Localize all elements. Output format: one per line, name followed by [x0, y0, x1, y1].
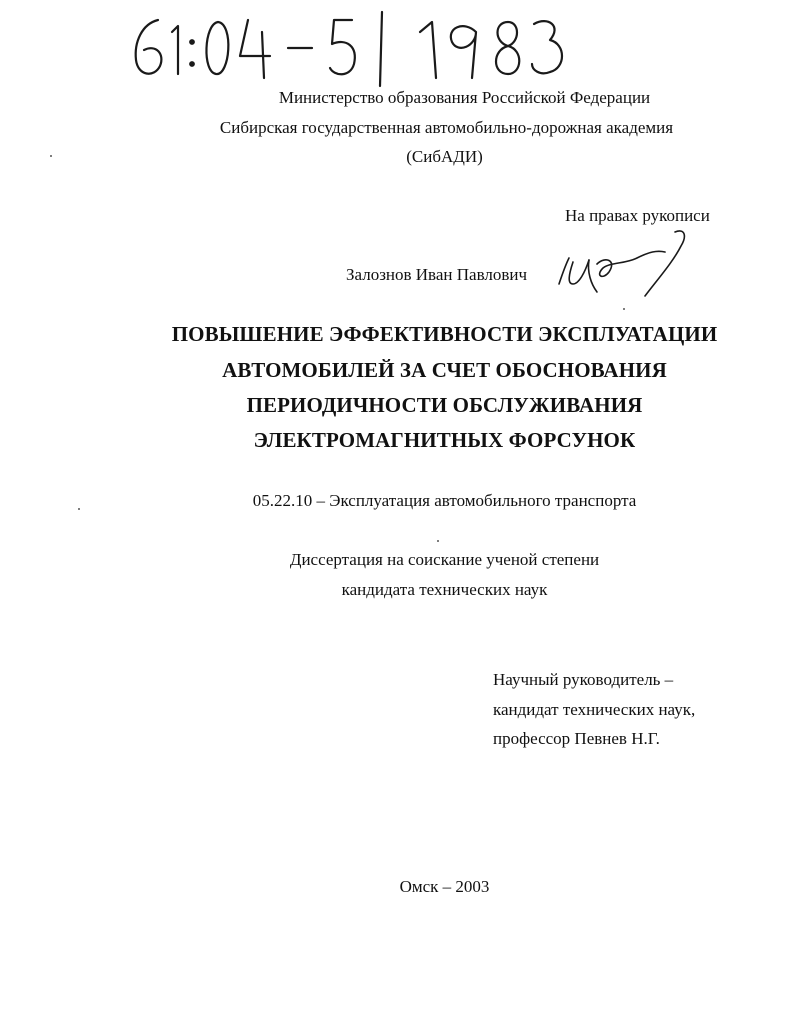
supervisor-name: профессор Певнев Н.Г.: [493, 729, 660, 748]
handwritten-catalog-number: [120, 2, 580, 90]
title-line-1: ПОВЫШЕНИЕ ЭФФЕКТИВНОСТИ ЭКСПЛУАТАЦИИ: [171, 322, 718, 346]
title-line-4: ЭЛЕКТРОМАГНИТНЫХ ФОРСУНОК: [253, 428, 636, 452]
academy-line: Сибирская государственная автомобильно-дорожная академия: [219, 118, 674, 137]
scan-speck: [437, 540, 439, 542]
degree-line-1: Диссертация на соискание ученой степени: [289, 550, 600, 569]
ministry-line: Министерство образования Российской Федерации: [278, 88, 651, 107]
author-signature: [545, 222, 695, 304]
supervisor-degree: кандидат технических наук,: [493, 700, 696, 719]
scan-speck: [78, 508, 80, 510]
scan-speck: [50, 155, 52, 157]
title-line-3: ПЕРИОДИЧНОСТИ ОБСЛУЖИВАНИЯ: [246, 393, 643, 417]
place-and-year: Омск – 2003: [399, 877, 490, 896]
academy-abbreviation: (СибАДИ): [406, 147, 483, 166]
manuscript-rights-note: На правах рукописи: [565, 206, 710, 225]
title-line-2: АВТОМОБИЛЕЙ ЗА СЧЕТ ОБОСНОВАНИЯ: [222, 358, 667, 382]
supervisor-role: Научный руководитель –: [493, 670, 674, 689]
specialty-code: 05.22.10 – Эксплуатация автомобильного транспорта: [252, 491, 637, 510]
scan-speck: [623, 308, 625, 310]
author-name: Залознов Иван Павлович: [346, 265, 528, 284]
degree-line-2: кандидата технических наук: [341, 580, 548, 599]
